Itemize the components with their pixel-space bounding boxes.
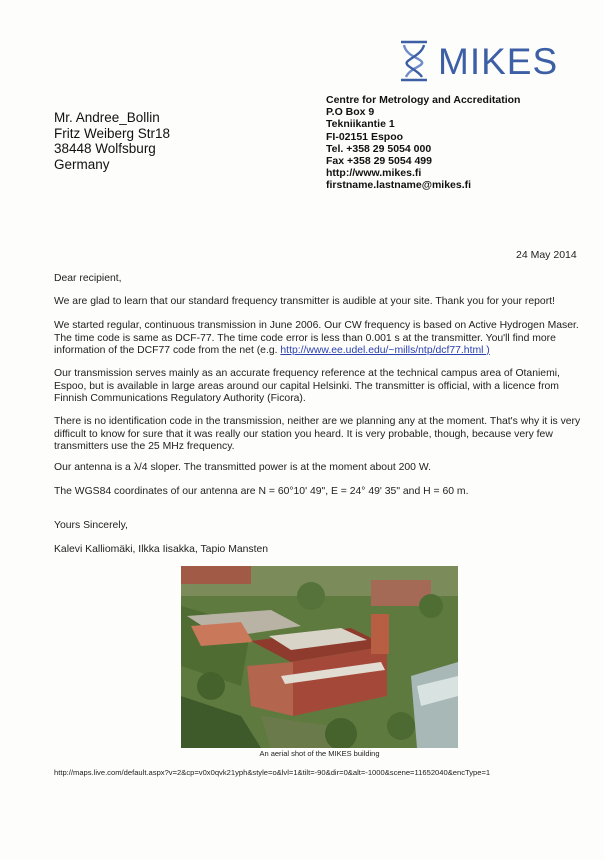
paragraph-transmission <box>54 320 590 358</box>
dcf77-link[interactable]: http://www.ee.udel.edu/~mills/ntp/dcf77.html ) <box>280 345 490 356</box>
recipient-address <box>54 110 170 172</box>
sender-city: FI-02151 Espoo <box>326 130 404 143</box>
aerial-photo <box>181 566 458 748</box>
photo-caption: An aerial shot of the MIKES building <box>259 749 380 758</box>
greeting: Dear recipient, <box>54 273 122 284</box>
sender-street: Tekniikantie 1 <box>326 118 395 131</box>
logo-text: MIKES <box>438 41 559 82</box>
sender-organization: Centre for Metrology and Accreditation <box>326 94 521 106</box>
map-url[interactable]: http://maps.live.com/default.aspx?v=2&cp=v0x0qvk21yph&style=o&lvl=1&tilt=-90&dir=0&alt=-1000&scene=11652040&encType=1 <box>54 768 491 777</box>
sender-po-box: P.O Box 9 <box>326 106 375 119</box>
sender-phone: Tel. +358 29 5054 000 <box>326 142 432 155</box>
recipient-name: Mr. Andree_Bollin <box>54 110 160 125</box>
mikes-logo <box>398 40 578 82</box>
paragraph-coordinates: The WGS84 coordinates of our antenna are N = 60°10' 49", E = 24° 49' 35" and H = 60 m. <box>54 486 469 497</box>
paragraph-antenna: Our antenna is a λ/4 sloper. The transmitted power is at the moment about 200 W. <box>54 462 431 473</box>
recipient-country: Germany <box>54 156 110 172</box>
sender-fax: Fax +358 29 5054 499 <box>326 155 432 168</box>
paragraph-identification: There is no identification code in the transmission, neither are we planning any at the moment. That's why it is very difficult to know for sure that it was really our station you heard. It is very probable, though, because very few transmitters use the 25 MHz frequency. <box>54 416 581 452</box>
closing: Yours Sincerely, <box>54 520 128 531</box>
sender-address <box>326 94 520 192</box>
paragraph-coverage: Our transmission serves mainly as an accurate frequency reference at the technical campus area of Otaniemi, Espoo, but is available in large areas around our capital Helsinki. The transmitter is official, with a licence from Finnish Communications Regulatory Authority (Ficora). <box>54 368 560 404</box>
paragraph-thanks: We are glad to learn that our standard frequency transmitter is audible at your site. Thank you for your report! <box>54 296 555 307</box>
recipient-street: Fritz Weiberg Str18 <box>54 125 171 141</box>
sender-website: http://www.mikes.fi <box>326 167 422 180</box>
aerial-building-image <box>181 566 458 748</box>
hourglass-logo-icon <box>398 40 430 82</box>
signers: Kalevi Kalliomäki, Ilkka Iisakka, Tapio Mansten <box>54 544 269 555</box>
letter-date: 24 May 2014 <box>516 249 577 261</box>
recipient-city: 38448 Wolfsburg <box>54 141 156 156</box>
sender-email: firstname.lastname@mikes.fi <box>326 179 472 192</box>
paragraph-transmission-text: We started regular, continuous transmission in June 2006. Our CW frequency is based on Active Hydrogen Maser. The time code is same as DCF-77. The time code error is less than 0.001 s at the transmitter. You'll find more information of the DCF77 code from the net (e.g. <box>54 320 579 356</box>
